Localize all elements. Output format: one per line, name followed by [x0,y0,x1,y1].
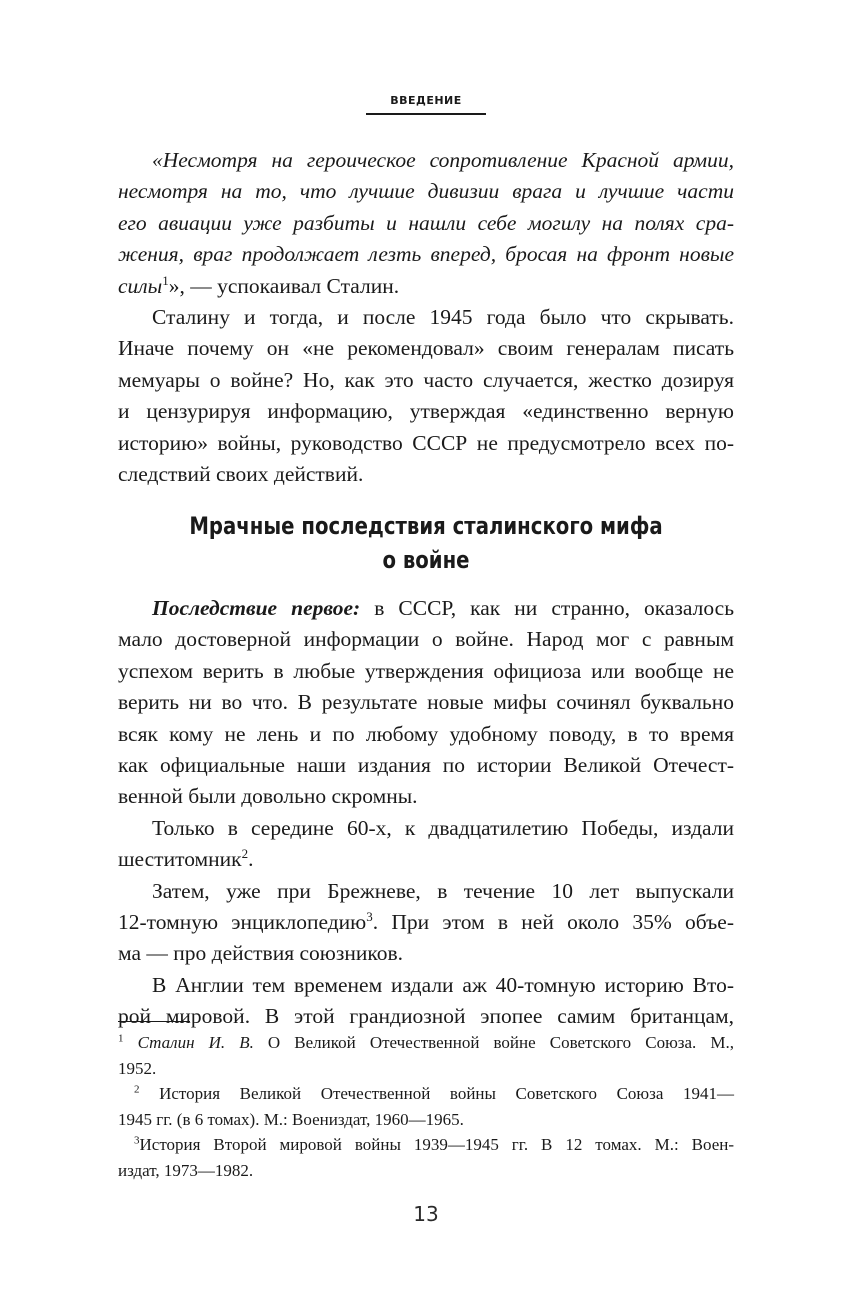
footnote-ref-2[interactable]: 2 [241,846,249,862]
quote-line [118,271,734,302]
footnote-number: 3 [134,1134,140,1147]
quote-attribution: », — успокаивал Сталин. [168,273,400,298]
quote-line [118,145,734,176]
quote-line-text: «Несмотря на героическое сопротивление Красной армии, [152,148,734,172]
footnote-line: издат, 1973—1982. [118,1160,254,1180]
footnote-ref-3[interactable]: 3 [366,908,373,924]
paragraph-line: мемуары о войне? Но, как это часто случается, жестко дозируя [118,367,734,392]
paragraph-line [118,593,734,624]
paragraph-line: верить ни во что. В результате новые мифы сочинял буквально [118,690,734,715]
footnote-text: История Второй мировой войны 1939—1945 гг. В 12 томах. М.: Воен- [139,1135,734,1154]
footnote-line: 1945 гг. (в 6 томах). М.: Воениздат, 1960—1965. [118,1109,464,1129]
running-head [118,94,734,115]
paragraph-line: Затем, уже при Брежневе, в течение 10 лет выпускали [152,878,734,903]
quote-line: несмотря на то, что лучшие дивизии врага и лучшие части [118,179,734,204]
footnote-3 [118,1132,734,1183]
footnote-number: 1 [118,1032,124,1045]
consequences-section [118,593,734,1033]
paragraph-line: Сталину и тогда, и после 1945 года было что скрывать. [152,305,734,330]
lead-in: Последствие первое: [152,596,361,620]
footnote-divider [118,1021,190,1022]
paragraph-text: . При этом в ней около 35% объе- [372,910,734,935]
section-heading-line: Мрачные последствия сталинского мифа [189,512,663,540]
paragraph-line: ма — про действия союзников. [118,941,403,966]
footnote-line: 1952. [118,1058,157,1078]
paragraph-line: успехом верить в любые утверждения официоза или вообще не [118,658,734,683]
paragraph-line: и цензурируя информацию, утверждая «единственно верную [118,399,734,424]
paragraph-text: шеститомник [118,847,242,872]
footnote-text: История Великой Отечественной войны Советского Союза 1941— [139,1084,734,1103]
section-heading [173,509,678,577]
paragraph-line: всяк кому не лень и по любому удобному поводу, в то время [118,721,734,746]
paragraph [118,593,734,813]
paragraph-line: как официальные наши издания по истории Великой Отечест- [118,753,734,778]
footnote-line [118,1081,734,1107]
stalin-quote [118,145,734,302]
paragraph-line: рой мировой. В этой грандиозной эпопее самим британцам, [118,1004,734,1029]
paragraph-line [118,907,734,938]
paragraph-text: в СССР, как ни странно, оказалось [360,596,734,620]
section-heading-line: о войне [382,546,470,574]
paragraph-line: венной были довольно скромны. [118,784,418,809]
quote-last-word: силы [118,273,163,298]
footnotes [118,1030,734,1183]
paragraph-line: Только в середине 60-х, к двадцатилетию Победы, издали [152,815,734,840]
quote-line: жения, враг продолжает лезть вперед, бросая на фронт новые [118,242,734,267]
footnote-1 [118,1030,734,1081]
page-number: 13 [413,1202,439,1226]
paragraph-line: историю» войны, руководство СССР не предусмотрело всех по- [118,430,734,455]
paragraph [118,302,734,490]
intro-section [118,145,734,490]
footnote-line [118,1132,734,1158]
book-page [118,0,734,1311]
paragraph-line: следствий своих действий. [118,462,364,487]
running-head-text: ВВЕДЕНИЕ [366,94,486,115]
paragraph-line: Иначе почему он «не рекомендовал» своим генералам писать [118,336,734,361]
footnote-2 [118,1081,734,1132]
footnote-author: Сталин И. В. [137,1033,254,1052]
quote-line: его авиации уже разбиты и нашли себе могилу на полях сра- [118,210,734,235]
paragraph-line: мало достоверной информации о войне. Народ мог с равным [118,627,734,652]
footnote-text: О Великой Отечественной войне Советского Союза. М., [253,1033,735,1052]
footnote-ref-1[interactable]: 1 [162,272,169,288]
paragraph-line [118,844,734,875]
paragraph [118,876,734,970]
paragraph [118,813,734,876]
paragraph-line: В Англии тем временем издали аж 40-томную историю Вто- [152,972,734,997]
paragraph [118,970,734,1033]
footnote-number: 2 [134,1083,140,1096]
footnote-line [118,1030,734,1056]
paragraph-text: 12-томную энциклопедию [118,910,367,935]
paragraph-text: . [248,847,254,872]
